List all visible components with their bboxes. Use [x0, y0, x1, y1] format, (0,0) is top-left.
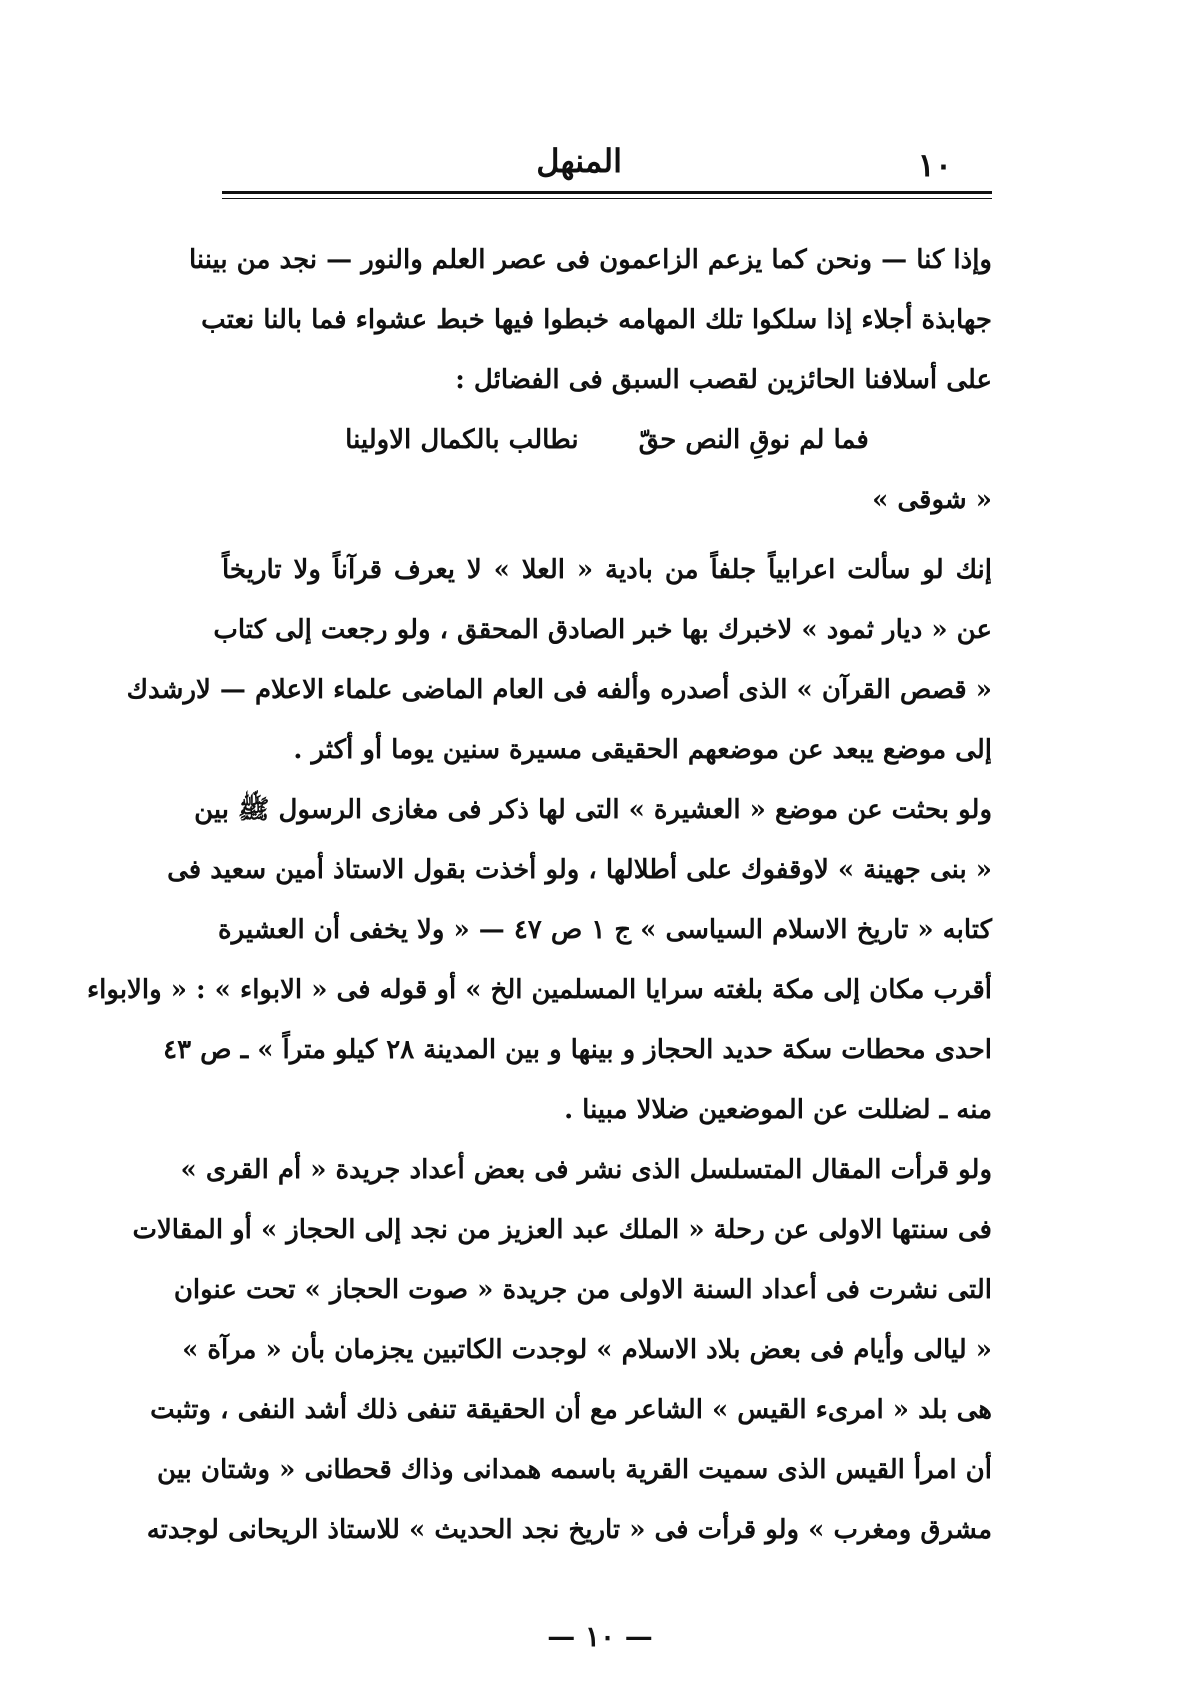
text-line: جهابذة أجلاء إذا سلكوا تلك المهامه خبطوا فيها خبط عشواء فما بالنا نعتب — [201, 305, 992, 335]
text-line: مشرق ومغرب » ولو قرأت فى « تاريخ نجد الحديث » للاستاذ الريحانى لوجدته — [146, 1515, 992, 1545]
page-footer — [0, 1620, 1200, 1653]
text-line: أقرب مكان إلى مكة بلغته سرايا المسلمين الخ » أو قوله فى « الابواء » : « والابواء — [86, 975, 992, 1005]
header-divider-thin — [222, 198, 992, 199]
text-line: أن امرأ القيس الذى سميت القرية باسمه همدانى وذاك قحطانى « وشتان بين — [156, 1455, 992, 1485]
verse-line — [222, 410, 992, 470]
text-line: التى نشرت فى أعداد السنة الاولى من جريدة « صوت الحجاز » تحت عنوان — [173, 1275, 992, 1305]
paragraph-4 — [132, 1140, 992, 1560]
text-line: إنك لو سألت اعرابياً جلفاً من بادية « العلا » لا يعرف قرآناً ولا تاريخاً — [222, 555, 992, 585]
text-line: كتابه « تاريخ الاسلام السياسى » ج ١ ص ٤٧ — « ولا يخفى أن العشيرة — [218, 915, 992, 945]
text-line: ولو بحثت عن موضع « العشيرة » التى لها ذكر فى مغازى الرسول ﷺ بين — [194, 795, 992, 825]
running-header — [222, 140, 992, 196]
text-line: فى سنتها الاولى عن رحلة « الملك عبد العزيز من نجد إلى الحجاز » أو المقالات — [132, 1215, 992, 1245]
text-line: ولو قرأت المقال المتسلسل الذى نشر فى بعض أعداد جريدة « أم القرى » — [180, 1155, 992, 1185]
footer-page-number: — ١٠ — — [547, 1620, 653, 1653]
verse-attribution: « شوقى » — [872, 485, 992, 515]
text-line: احدى محطات سكة حديد الحجاز و بينها و بين المدينة ٢٨ كيلو متراً » ـ ص ٤٣ — [163, 1035, 992, 1065]
header-divider — [222, 191, 992, 194]
verse-hemistich-second: نطالب بالكمال الاولينا — [345, 425, 579, 455]
poetry-verse — [222, 410, 992, 530]
verse-hemistich-first: فما لم نوقِ النص حقّ — [638, 425, 869, 455]
text-line: « بنى جهينة » لاوقفوك على أطلالها ، ولو أخذت بقول الاستاذ أمين سعيد فى — [167, 855, 992, 885]
paragraph-gap — [222, 530, 992, 540]
header-page-number: ١٠ — [917, 146, 952, 184]
text-line: « قصص القرآن » الذى أصدره وألفه فى العام الماضى علماء الاعلام — لارشدك — [126, 675, 992, 705]
body-text — [86, 230, 992, 1560]
text-line: على أسلافنا الحائزين لقصب السبق فى الفضائل : — [455, 365, 992, 395]
paragraph-1 — [188, 230, 992, 410]
text-line: منه ـ لضللت عن الموضعين ضلالا مبينا . — [564, 1095, 992, 1125]
text-line: إلى موضع يبعد عن موضعهم الحقيقى مسيرة سنين يوما أو أكثر . — [293, 735, 992, 765]
text-line: هى بلد « امرىء القيس » الشاعر مع أن الحقيقة تنفى ذلك أشد النفى ، وتثبت — [150, 1395, 992, 1425]
paragraph-3 — [86, 780, 992, 1140]
text-line: وإذا كنا — ونحن كما يزعم الزاعمون فى عصر العلم والنور — نجد من بيننا — [188, 245, 992, 275]
header-title: المنهل — [536, 142, 622, 180]
text-line: « ليالى وأيام فى بعض بلاد الاسلام » لوجدت الكاتبين يجزمان بأن « مرآة » — [182, 1335, 992, 1365]
text-line: عن « ديار ثمود » لاخبرك بها خبر الصادق المحقق ، ولو رجعت إلى كتاب — [213, 615, 992, 645]
paragraph-2 — [126, 540, 992, 780]
